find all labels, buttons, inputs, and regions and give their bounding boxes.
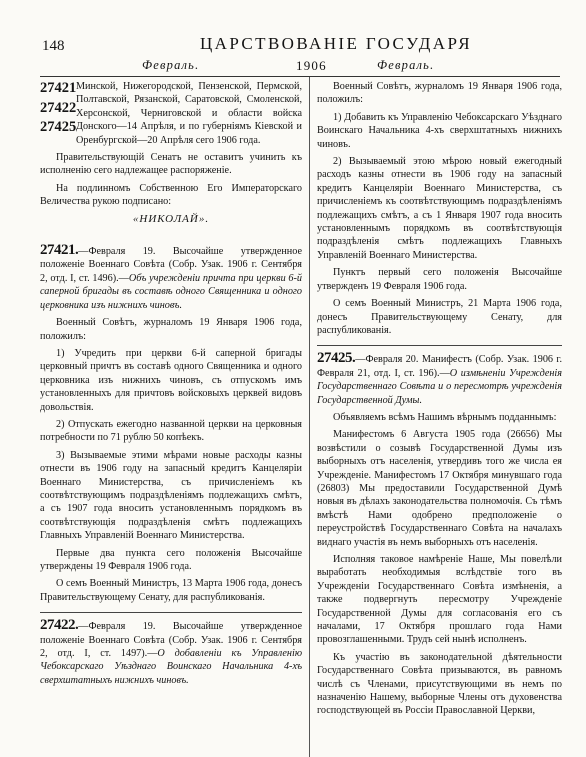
page-number: 148 bbox=[42, 38, 65, 54]
article-intro: Военный Совѣтъ, журналомъ 19 Января 1906 года, положилъ: bbox=[317, 81, 562, 106]
left-column bbox=[40, 80, 302, 691]
article-separator bbox=[317, 345, 562, 346]
law-number: 27425 bbox=[40, 119, 77, 136]
law-number: 27422 bbox=[40, 99, 77, 116]
article-paragraph: Первые два пункта сего положенія Высочайше утверждены 19 Февраля 1906 года. bbox=[40, 547, 302, 572]
article-27421 bbox=[40, 244, 302, 604]
header-rule bbox=[40, 76, 560, 77]
article-paragraph: Объявляемъ всѣмъ Нашимъ вѣрнымъ подданнымъ: bbox=[333, 411, 557, 423]
left-month-header: Февраль. bbox=[142, 58, 200, 72]
running-title: ЦАРСТВОВАНІЕ ГОСУДАРЯ bbox=[200, 34, 472, 53]
continuation-block bbox=[40, 80, 302, 147]
right-month-header: Февраль. bbox=[377, 58, 435, 72]
article-27422 bbox=[40, 619, 302, 687]
right-column bbox=[317, 80, 562, 722]
article-subject: О измѣненіи Учрежденія Государственнаго Совѣта и о пересмотрѣ учрежденія Государственной Думы. bbox=[317, 367, 563, 406]
article-paragraph: Манифестомъ 6 Августа 1905 года (26656) Мы возвѣстили о созывѣ Государственной Думы изъ выборныхъ отъ населенія, утвердивъ того же числа ея Учрежденіе. Манифестомъ 17 Октября минувшаго года (26803) Мы предоставили Государственной Думѣ новыя въ дѣлахъ законодательства полномочія. Съ тѣмъ вмѣстѣ Нами одобрено предположеніе о переустройствѣ Государственнаго Совѣта на началахъ виднаго участія въ немъ выборныхъ отъ населенія. bbox=[317, 429, 562, 548]
article-separator bbox=[40, 612, 302, 613]
article-paragraph: 1) Учредить при церкви 6-й саперной бригады церковный причтъ въ составѣ одного Священника и одного церковника изъ нижнихъ чиновъ, съ отпускомъ имъ установленныхъ для причтовъ войсковыхъ церквей видовъ довольствія. bbox=[40, 347, 302, 413]
article-number: 27422. bbox=[40, 617, 79, 634]
article-heading: —Февраля 19. Высочайше утвержденное положеніе Военнаго Совѣта (Собр. Узак. 1906 г. Сентября 2, отд. I, ст. 1496).— bbox=[40, 246, 302, 284]
article-paragraph: О семъ Военный Министръ, 13 Марта 1906 года, донесъ Правительствующему Сенату, для распубликованія. bbox=[40, 578, 302, 603]
column-divider bbox=[309, 77, 310, 757]
law-number: 27421 bbox=[40, 80, 77, 96]
original-signed-note: На подлинномъ Собственною Его Императорскаго Величества рукою подписано: bbox=[40, 182, 302, 208]
signature: «НИКОЛАЙ». bbox=[132, 212, 210, 225]
article-paragraph: 3) Вызываемые этими мѣрами новые расходы казны отнести въ 1906 году на запасный кредитъ Канцеляріи Военнаго Министерства, съ причисленіемъ къ соотвѣтствующимъ подраздѣленіямъ подлежащихъ смѣтъ, а съ 1907 года вносить установленнымъ порядкомъ въ соотвѣтствующія подраздѣленія смѣтъ подлежащихъ Главныхъ Управленій Военнаго Министерства. bbox=[40, 449, 302, 542]
year-header: 1906 bbox=[296, 58, 327, 73]
article-paragraph: Исполняя таковое намѣреніе Наше, Мы повелѣли выработать необходимыя вслѣдствіе того въ Учрежденіи Государственнаго Совѣта измѣненія, а также подвергнуть пересмотру Учрежденіе Государственной Думы для согласованія его съ началами, 17 Октября прошлаго года Нами провозглашенными. Трудъ сей нынѣ исполненъ. bbox=[317, 554, 562, 646]
senate-order: Правительствующій Сенатъ не оставитъ учинить къ исполненію сего надлежащее распоряженіе. bbox=[40, 152, 302, 177]
article-intro: Военный Совѣтъ, журналомъ 19 Января 1906 года, положилъ: bbox=[40, 317, 302, 342]
article-number: 27421. bbox=[40, 242, 79, 259]
article-subject: О добавленіи къ Управленію Чебоксарскаго Уѣзднаго Воинскаго Начальника 4-хъ сверхштатныхъ нижнихъ чиновъ. bbox=[40, 648, 302, 686]
article-subject: Объ учрежденіи причта при церкви 6-й саперной бригады въ составѣ одного Священника и одного церковника изъ нижнихъ чиновъ. bbox=[40, 272, 302, 311]
continuation-numbers bbox=[40, 79, 76, 138]
article-paragraph: 1) Добавить къ Управленію Чебоксарскаго Уѣзднаго Воинскаго Начальника 4-хъ сверхштатныхъ нижнихъ чиновъ. bbox=[317, 111, 562, 150]
continuation-text: Минской, Нижегородской, Пензенской, Пермской, Полтавской, Рязанской, Саратовской, Смоленской, Херсонской, Черниговской и области войска Донского—14 Апрѣля, и по губерніямъ Кіевской и Оренбургской—20 Апрѣля сего 1906 года. bbox=[76, 81, 302, 146]
article-paragraph: О семъ Военный Министръ, 21 Марта 1906 года, донесъ Правительствующему Сенату, для распубликованія. bbox=[317, 298, 562, 336]
article-paragraph: 2) Вызываемый этою мѣрою новый ежегодный расходъ казны отнести въ 1906 году на запасный кредитъ Канцеляріи Военнаго Министерства, съ причисленіемъ къ соотвѣтствующимъ подраздѣленіямъ подлежащихъ смѣтъ, а съ 1 Января 1907 года вносить установленнымъ порядкомъ въ соотвѣтствующія подраздѣленія смѣтъ подлежащихъ Главныхъ Управленій Военнаго Министерства. bbox=[317, 156, 562, 261]
article-paragraph: Къ участію въ законодательной дѣятельности Государственнаго Совѣта призываются, въ равномъ числѣ съ Членами, присутствующими въ немъ по назначенію Нашему, выборные Члены отъ духовенства господствующей въ Россіи Православной Церкви, bbox=[317, 651, 562, 717]
article-heading: —Февраля 19. Высочайше утвержденное положеніе Военнаго Совѣта (Собр. Узак. 1906 г. Сентября 2, отд. I, ст. 1497).— bbox=[40, 621, 302, 660]
article-27425 bbox=[317, 352, 562, 718]
article-paragraph: Пунктъ первый сего положенія Высочайше утвержденъ 19 Февраля 1906 года. bbox=[317, 267, 562, 292]
article-number: 27425. bbox=[317, 350, 356, 367]
article-paragraph: 2) Отпускать ежегодно названной церкви на церковныя потребности по 71 рублю 50 копѣекъ. bbox=[40, 418, 302, 444]
article-heading: —Февраля 20. Манифестъ (Собр. Узак. 1906 г. Февраля 21, отд. I, ст. 196).— bbox=[317, 354, 562, 379]
